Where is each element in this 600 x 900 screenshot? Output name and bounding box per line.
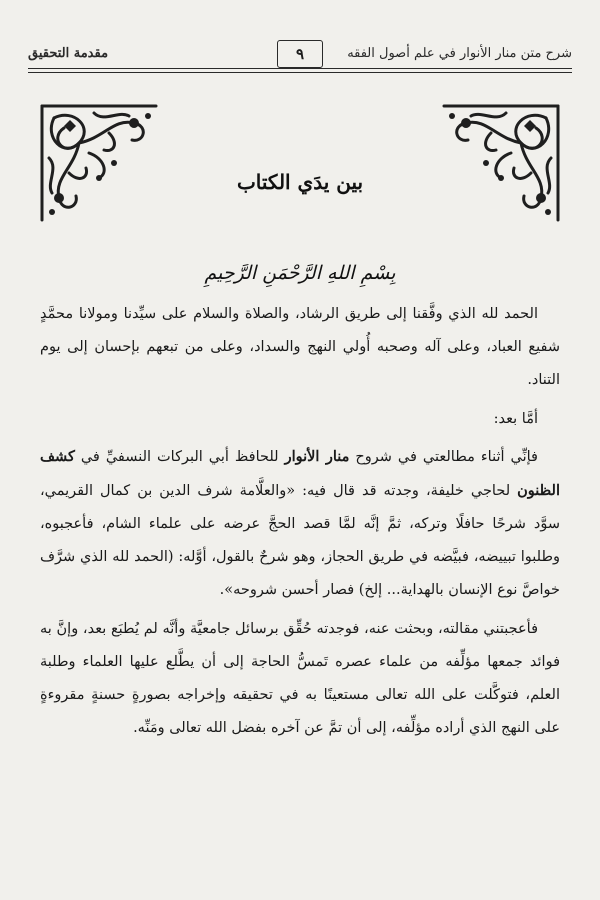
paragraph-kashf-quote — [40, 440, 560, 607]
header-rule — [28, 68, 572, 69]
page-number: ٩ — [277, 40, 323, 68]
paragraph-praise: الحمد لله الذي وفَّقنا إلى طريق الرشاد، والصلاة والسلام على سيِّدنا ومولانا محمَّدٍ شفيع العباد، وعلى آله وصحبه أُولي النهج والسداد، وعلى من تبعهم بإحسان إلى يوم التناد. — [40, 306, 560, 388]
floral-corner-ornament-icon — [34, 98, 164, 228]
section-title: مقدمة التحقيق — [28, 46, 109, 61]
floral-corner-ornament-icon — [436, 98, 566, 228]
text-run: لحاجي خليفة، وجدته قد قال فيه: «والعلَّامة شرف الدين بن كمال القريمي، سوَّد شرحًا حافلًا وتركه، ثمَّ إنَّه لمَّا قصد الحجَّ عرضه على علماء الشام، فأعجبوه، وطلبوا تبييضه، فبيَّضه في طريق الحجاز، وهو شرحٌ بالقول، أوَّله: (الحمد لله الذي شرَّف خواصَّ نوع الإنسان بالهداية... إلخ) فصار أحسن شروحه». — [40, 483, 560, 598]
bold-book-title: منار الأنوار — [284, 448, 350, 465]
paragraph-amma-bad: أمَّا بعد: — [493, 411, 538, 427]
book-title: شرح متن منار الأنوار في علم أصول الفقه — [347, 46, 572, 61]
running-head — [28, 46, 572, 80]
body-text — [40, 298, 560, 751]
text-run: للحافظ أبي البركات النسفيِّ في — [74, 449, 285, 465]
header-rule-thin — [28, 72, 572, 73]
text-run: فإنِّي أثناء مطالعتي في شروح — [349, 449, 538, 465]
chapter-heading: بين يدَي الكتاب — [236, 170, 364, 194]
basmala: بِسْمِ اللهِ الرَّحْمَنِ الرَّحِيمِ — [204, 262, 396, 284]
paragraph-motivation: فأعجبتني مقالته، وبحثت عنه، فوجدته حُقِّق برسائل جامعيَّة وأنَّه لم يُطبَع بعد، وإنَّ به فوائد جمعها مؤلِّفه من علماء عصره تَمسُّ الحاجة إلى أن يطَّلع عليها العلماء وطلبة العلم، فتوكَّلت على الله تعالى مستعينًا به في تحقيقه وإخراجه بصورةٍ حسنةٍ مقروءةٍ على النهج الذي أراده مؤلِّفه، إلى أن تمَّ عن آخره بفضل الله تعالى ومَنِّه. — [40, 621, 560, 736]
bold-book-title: كشف الظنون — [40, 448, 560, 499]
